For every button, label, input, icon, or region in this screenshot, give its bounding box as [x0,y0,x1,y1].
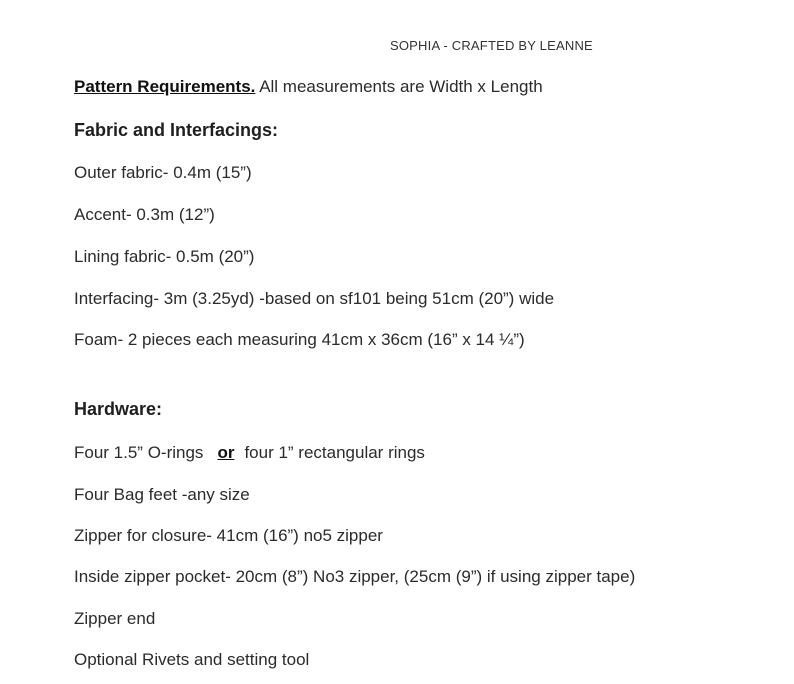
fabric-item: Interfacing- 3m (3.25yd) -based on sf101 being 51cm (20”) wide [74,289,555,308]
fabric-heading: Fabric and Interfacings: [74,120,279,140]
requirements-title: Pattern Requirements. [74,77,256,96]
hardware-heading: Hardware: [74,399,163,419]
hardware-item: Four Bag feet -any size [74,485,250,504]
rings-option-first: Four 1.5” O-rings [74,443,204,462]
rings-line [74,443,425,463]
hardware-item: Zipper end [74,609,156,628]
hardware-item: Inside zipper pocket- 20cm (8”) No3 zipper, (25cm (9”) if using zipper tape) [74,567,636,586]
fabric-item: Lining fabric- 0.5m (20”) [74,247,255,266]
rings-option-second: four 1” rectangular rings [244,443,425,462]
requirements-line [74,77,543,97]
rings-or: or [217,443,235,462]
document-header: SOPHIA - CRAFTED BY LEANNE [390,38,593,53]
hardware-item: Zipper for closure- 41cm (16”) no5 zipper [74,526,383,545]
fabric-item: Outer fabric- 0.4m (15”) [74,163,252,182]
fabric-item: Accent- 0.3m (12”) [74,205,215,224]
fabric-item: Foam- 2 pieces each measuring 41cm x 36cm (16” x 14 ¼”) [74,330,525,349]
requirements-note: All measurements are Width x Length [259,77,543,96]
hardware-item: Optional Rivets and setting tool [74,650,310,669]
